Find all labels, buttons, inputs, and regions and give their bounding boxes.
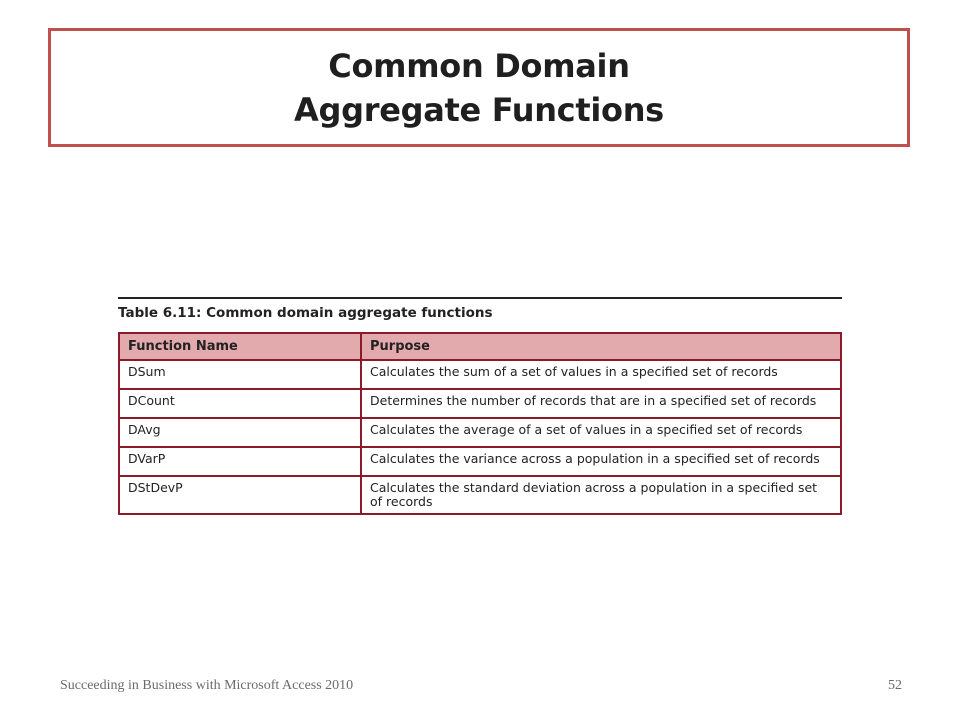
slide-title-line-1: Common Domain — [328, 46, 630, 85]
table-row — [119, 447, 841, 476]
purpose-cell: Calculates the standard deviation across a population in a specified set of records — [370, 480, 818, 509]
table-row — [119, 360, 841, 389]
page-number: 52 — [888, 678, 902, 693]
purpose-cell: Determines the number of records that are in a specified set of records — [361, 389, 841, 418]
column-header-purpose: Purpose — [361, 333, 841, 360]
caption-rule — [118, 297, 842, 299]
table-figure — [118, 297, 842, 515]
purpose-cell: Calculates the average of a set of values in a specified set of records — [361, 418, 841, 447]
purpose-cell: Calculates the sum of a set of values in a specified set of records — [361, 360, 841, 389]
function-name-cell: DCount — [119, 389, 361, 418]
table-row — [119, 389, 841, 418]
purpose-cell: Calculates the variance across a population in a specified set of records — [361, 447, 841, 476]
table-caption: Table 6.11: Common domain aggregate functions — [118, 305, 493, 321]
column-header-function-name: Function Name — [119, 333, 361, 360]
footer-source: Succeeding in Business with Microsoft Access 2010 — [60, 678, 354, 693]
table-row — [119, 476, 841, 514]
slide-title-box — [48, 28, 910, 147]
table-header-row — [119, 333, 841, 360]
table-row — [119, 418, 841, 447]
functions-table — [118, 332, 842, 515]
function-name-cell: DStDevP — [119, 476, 361, 514]
function-name-cell: DVarP — [119, 447, 361, 476]
function-name-cell: DAvg — [119, 418, 361, 447]
slide-title-line-2: Aggregate Functions — [294, 90, 664, 129]
function-name-cell: DSum — [119, 360, 361, 389]
